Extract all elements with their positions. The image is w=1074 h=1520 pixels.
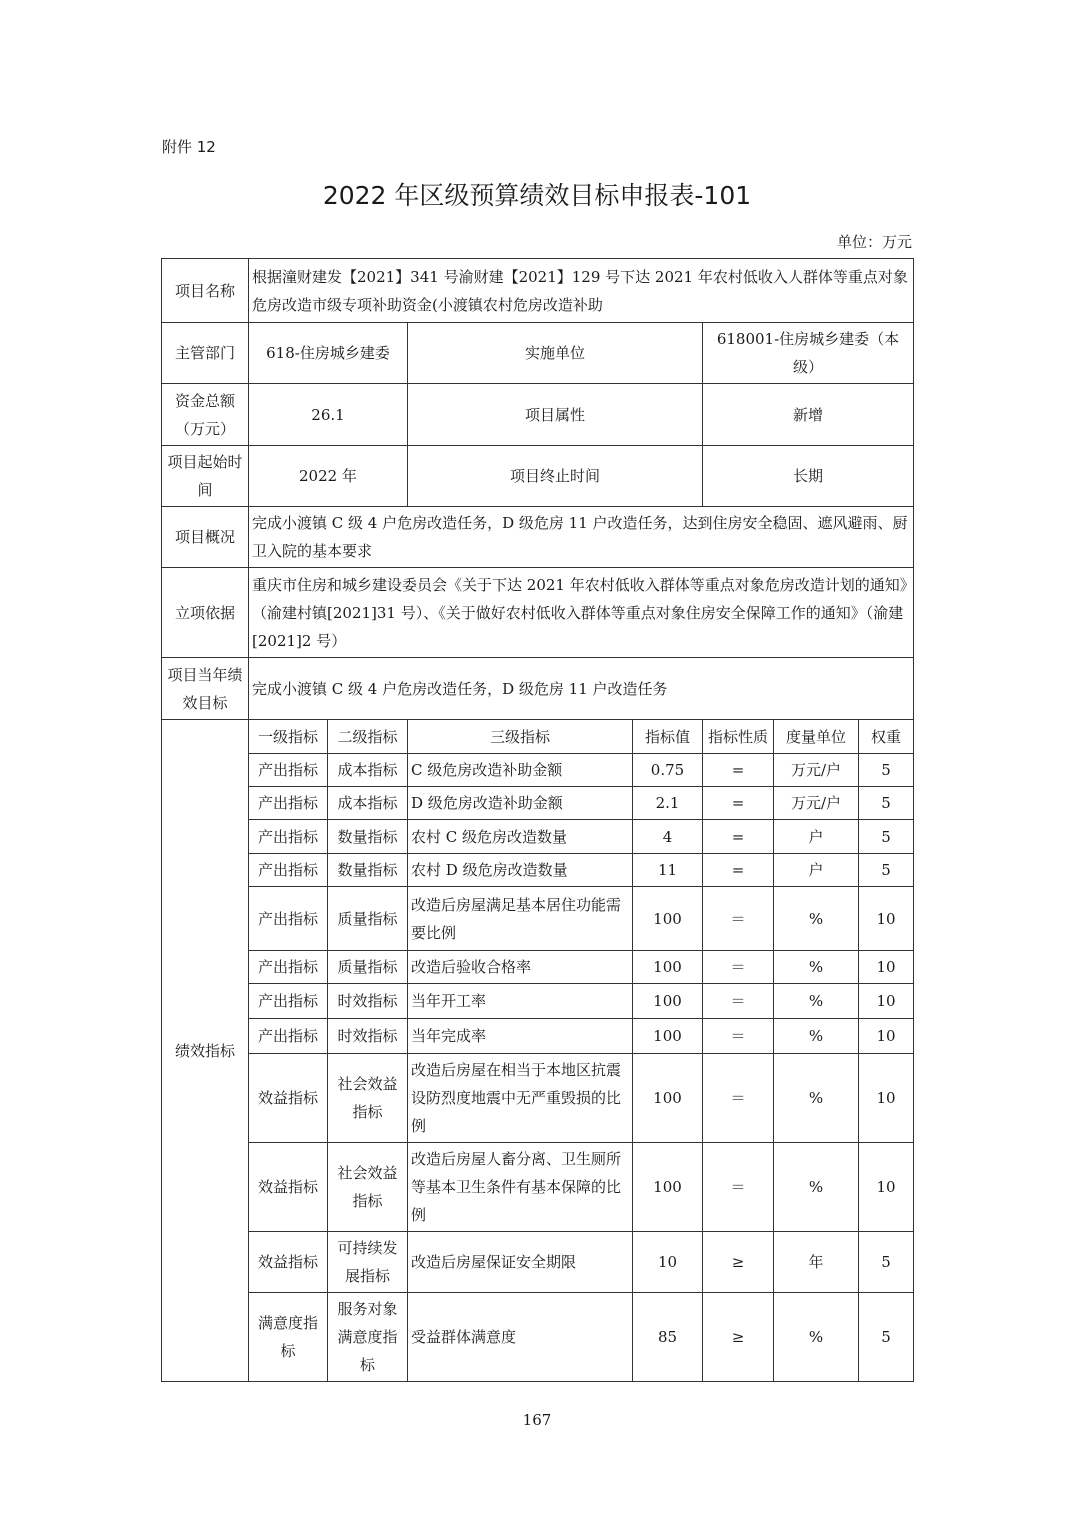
start-value: 2022 年: [249, 446, 408, 507]
header-l1: 一级指标: [249, 720, 328, 754]
indicator-value: 100: [633, 1019, 703, 1054]
performance-indicators-label: 绩效指标: [162, 720, 249, 1382]
basis-value: 重庆市住房和城乡建设委员会《关于下达 2021 年农村低收入群体等重点对象危房改造计划的通知》（渝建村镇[2021]31 号）、《关于做好农村低收入群体等重点对象住房安全保障工作的通知》（渝建[2021]2 号）: [249, 568, 914, 658]
indicator-weight: 10: [859, 951, 914, 984]
start-label: 项目起始时间: [162, 446, 249, 507]
indicator-nature: =: [703, 820, 774, 854]
overview-label: 项目概况: [162, 507, 249, 568]
indicator-level1: 产出指标: [249, 820, 328, 854]
indicator-level1: 产出指标: [249, 984, 328, 1019]
indicator-value: 4: [633, 820, 703, 854]
indicator-level1: 产出指标: [249, 887, 328, 951]
indicator-row: [162, 754, 914, 787]
indicator-level2: 成本指标: [328, 754, 408, 787]
indicator-level3: D 级危房改造补助金额: [408, 787, 633, 820]
indicator-level3: C 级危房改造补助金额: [408, 754, 633, 787]
end-label: 项目终止时间: [408, 446, 703, 507]
row-overview: [162, 507, 914, 568]
row-project-name: [162, 259, 914, 323]
header-weight: 权重: [859, 720, 914, 754]
indicator-value: 85: [633, 1293, 703, 1382]
indicator-level2: 时效指标: [328, 984, 408, 1019]
attr-value: 新增: [703, 384, 914, 446]
fund-value: 26.1: [249, 384, 408, 446]
indicator-level2: 质量指标: [328, 951, 408, 984]
header-nature: 指标性质: [703, 720, 774, 754]
indicator-nature: ＝: [703, 1143, 774, 1232]
indicator-nature: ＝: [703, 1054, 774, 1143]
indicator-level1: 产出指标: [249, 1019, 328, 1054]
fund-label: 资金总额（万元）: [162, 384, 249, 446]
indicator-unit: 户: [774, 820, 859, 854]
indicator-value: 100: [633, 1143, 703, 1232]
header-unit: 度量单位: [774, 720, 859, 754]
header-l3: 三级指标: [408, 720, 633, 754]
goal-label: 项目当年绩效目标: [162, 658, 249, 720]
indicator-row: [162, 1232, 914, 1293]
indicator-value: 100: [633, 1054, 703, 1143]
indicator-weight: 5: [859, 754, 914, 787]
indicator-level1: 产出指标: [249, 951, 328, 984]
indicator-unit: %: [774, 887, 859, 951]
unit-label: 单位：万元: [836, 233, 912, 251]
indicator-unit: %: [774, 951, 859, 984]
indicator-level2: 数量指标: [328, 820, 408, 854]
indicator-unit: %: [774, 984, 859, 1019]
basis-label: 立项依据: [162, 568, 249, 658]
indicator-level3: 改造后验收合格率: [408, 951, 633, 984]
indicator-row: [162, 1019, 914, 1054]
indicator-level1: 效益指标: [249, 1232, 328, 1293]
project-name-label: 项目名称: [162, 259, 249, 323]
indicator-row: [162, 820, 914, 854]
row-dept: [162, 323, 914, 384]
attr-label: 项目属性: [408, 384, 703, 446]
indicator-value: 0.75: [633, 754, 703, 787]
dept-label: 主管部门: [162, 323, 249, 384]
header-l2: 二级指标: [328, 720, 408, 754]
indicator-level3: 农村 D 级危房改造数量: [408, 854, 633, 887]
indicator-nature: =: [703, 754, 774, 787]
indicator-level1: 效益指标: [249, 1143, 328, 1232]
page-number: 167: [522, 1411, 552, 1429]
indicator-weight: 5: [859, 1293, 914, 1382]
indicator-unit: %: [774, 1054, 859, 1143]
indicator-level3: 当年完成率: [408, 1019, 633, 1054]
indicator-value: 100: [633, 951, 703, 984]
impl-value: 618001-住房城乡建委（本级）: [703, 323, 914, 384]
project-name-value: 根据潼财建发【2021】341 号渝财建【2021】129 号下达 2021 年农村低收入人群体等重点对象危房改造市级专项补助资金(小渡镇农村危房改造补助: [249, 259, 914, 323]
indicator-level3: 改造后房屋在相当于本地区抗震设防烈度地震中无严重毁损的比例: [408, 1054, 633, 1143]
attachment-label: 附件 12: [162, 138, 216, 156]
indicator-row: [162, 787, 914, 820]
goal-value: 完成小渡镇 C 级 4 户危房改造任务，D 级危房 11 户改造任务: [249, 658, 914, 720]
indicator-level2: 可持续发展指标: [328, 1232, 408, 1293]
indicator-weight: 10: [859, 984, 914, 1019]
indicator-level2: 质量指标: [328, 887, 408, 951]
indicator-nature: =: [703, 787, 774, 820]
dept-value: 618-住房城乡建委: [249, 323, 408, 384]
indicator-level3: 改造后房屋保证安全期限: [408, 1232, 633, 1293]
indicator-level1: 产出指标: [249, 854, 328, 887]
indicator-weight: 5: [859, 854, 914, 887]
indicator-row: [162, 887, 914, 951]
indicator-value: 10: [633, 1232, 703, 1293]
indicator-unit: 户: [774, 854, 859, 887]
indicator-weight: 10: [859, 1019, 914, 1054]
indicator-level3: 农村 C 级危房改造数量: [408, 820, 633, 854]
indicator-weight: 5: [859, 820, 914, 854]
indicator-level1: 满意度指标: [249, 1293, 328, 1382]
indicator-unit: 万元/户: [774, 754, 859, 787]
row-goal: [162, 658, 914, 720]
performance-form-table: [161, 258, 914, 1382]
indicator-header-row: [162, 720, 914, 754]
indicator-weight: 10: [859, 887, 914, 951]
indicator-level2: 时效指标: [328, 1019, 408, 1054]
indicator-level3: 受益群体满意度: [408, 1293, 633, 1382]
row-period: [162, 446, 914, 507]
header-value: 指标值: [633, 720, 703, 754]
overview-value: 完成小渡镇 C 级 4 户危房改造任务，D 级危房 11 户改造任务，达到住房安全稳固、遮风避雨、厨卫入院的基本要求: [249, 507, 914, 568]
indicator-nature: ＝: [703, 887, 774, 951]
indicator-level3: 改造后房屋满足基本居住功能需要比例: [408, 887, 633, 951]
form-body: [162, 259, 914, 1382]
indicator-value: 11: [633, 854, 703, 887]
indicator-nature: ≥: [703, 1293, 774, 1382]
indicator-weight: 10: [859, 1054, 914, 1143]
impl-label: 实施单位: [408, 323, 703, 384]
indicator-unit: %: [774, 1293, 859, 1382]
indicator-row: [162, 984, 914, 1019]
indicator-level3: 当年开工率: [408, 984, 633, 1019]
indicator-level2: 社会效益指标: [328, 1143, 408, 1232]
indicator-row: [162, 854, 914, 887]
indicator-value: 100: [633, 984, 703, 1019]
indicator-nature: ＝: [703, 951, 774, 984]
indicator-nature: ＝: [703, 1019, 774, 1054]
page-title: 2022 年区级预算绩效目标申报表-101: [322, 181, 752, 210]
indicator-value: 100: [633, 887, 703, 951]
indicator-level2: 数量指标: [328, 854, 408, 887]
indicator-unit: 万元/户: [774, 787, 859, 820]
indicator-weight: 5: [859, 787, 914, 820]
indicator-unit: %: [774, 1143, 859, 1232]
row-basis: [162, 568, 914, 658]
indicator-level3: 改造后房屋人畜分离、卫生厕所等基本卫生条件有基本保障的比例: [408, 1143, 633, 1232]
indicator-row: [162, 951, 914, 984]
indicator-level1: 产出指标: [249, 754, 328, 787]
end-value: 长期: [703, 446, 914, 507]
indicator-nature: ≥: [703, 1232, 774, 1293]
indicator-nature: =: [703, 854, 774, 887]
indicator-unit: 年: [774, 1232, 859, 1293]
indicator-level1: 产出指标: [249, 787, 328, 820]
row-fund: [162, 384, 914, 446]
indicator-row: [162, 1293, 914, 1382]
indicator-value: 2.1: [633, 787, 703, 820]
indicator-nature: ＝: [703, 984, 774, 1019]
indicator-unit: %: [774, 1019, 859, 1054]
indicator-level2: 服务对象满意度指标: [328, 1293, 408, 1382]
indicator-row: [162, 1143, 914, 1232]
indicator-level2: 社会效益指标: [328, 1054, 408, 1143]
indicator-level1: 效益指标: [249, 1054, 328, 1143]
indicator-weight: 5: [859, 1232, 914, 1293]
indicator-level2: 成本指标: [328, 787, 408, 820]
indicator-weight: 10: [859, 1143, 914, 1232]
indicator-row: [162, 1054, 914, 1143]
